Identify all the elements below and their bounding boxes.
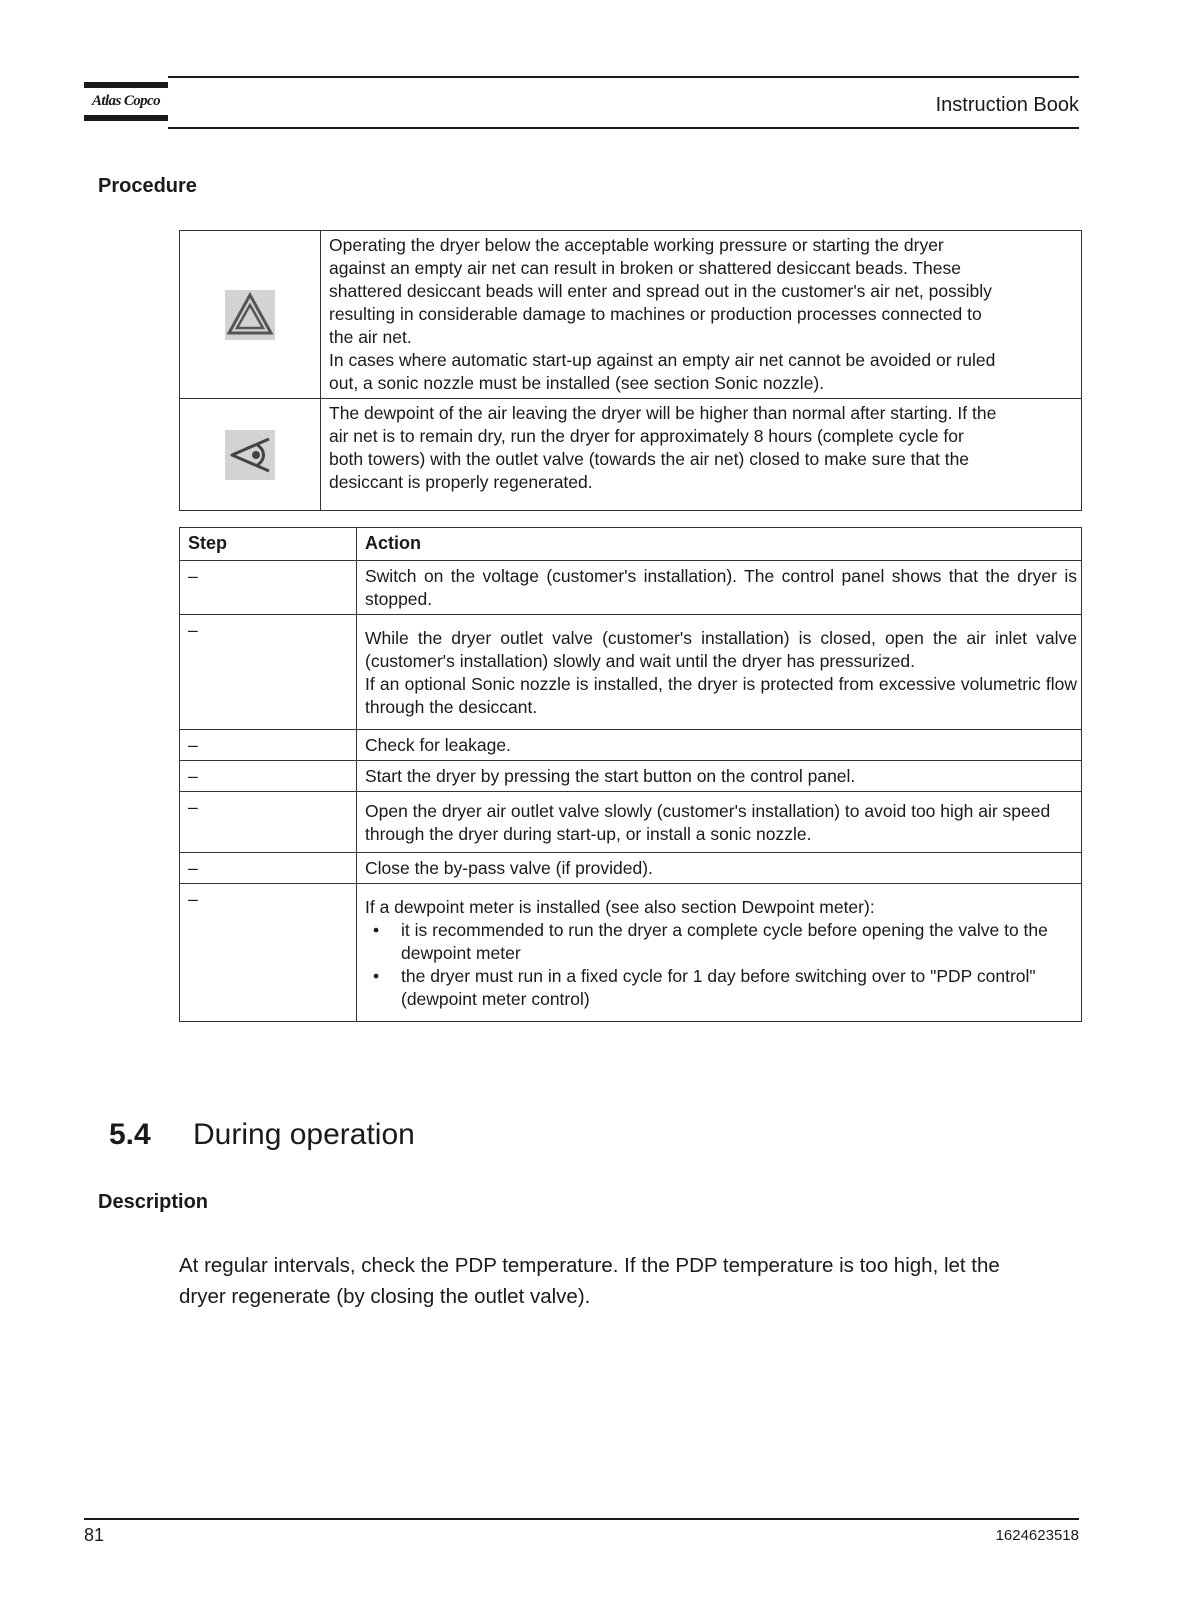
action-text: If an optional Sonic nozzle is installed, the dryer is protected from excessive volumetric flow through the desiccant. <box>365 674 1077 717</box>
eye-icon <box>225 430 275 480</box>
logo-wordmark: Atlas Copco <box>92 93 160 109</box>
step-cell: – <box>180 884 357 1022</box>
table-row <box>180 853 1082 884</box>
step-column-header: Step <box>180 528 357 561</box>
description-heading: Description <box>98 1191 209 1213</box>
action-text: Check for leakage. <box>365 735 511 755</box>
bullet-item <box>365 919 1077 965</box>
bullet-item <box>365 965 1077 1011</box>
action-cell <box>357 792 1082 853</box>
section-title: During operation <box>193 1118 415 1151</box>
table-row <box>180 730 1082 761</box>
warning-line: Operating the dryer below the acceptable working pressure or starting the dryer <box>329 235 944 255</box>
step-cell: – <box>180 561 357 615</box>
bullet-text: it is recommended to run the dryer a complete cycle before opening the valve to the dewpoint meter <box>401 920 1048 963</box>
safety-notice-table <box>179 230 1082 511</box>
header-top-rule <box>168 76 1079 78</box>
note-line: desiccant is properly regenerated. <box>329 472 593 492</box>
step-cell: – <box>180 730 357 761</box>
note-line: both towers) with the outlet valve (towards the air net) closed to make sure that the <box>329 449 970 469</box>
action-cell <box>357 884 1082 1022</box>
description-line: dryer regenerate (by closing the outlet valve). <box>179 1285 591 1308</box>
procedure-heading: Procedure <box>98 175 197 197</box>
warning-icon-cell <box>180 231 321 399</box>
note-line: The dewpoint of the air leaving the dryer will be higher than normal after starting. If the <box>329 403 997 423</box>
note-text-cell <box>321 399 1082 511</box>
atlas-copco-logo <box>84 82 168 127</box>
table-row <box>180 761 1082 792</box>
logo-top-bar <box>84 82 168 88</box>
note-line: air net is to remain dry, run the dryer for approximately 8 hours (complete cycle for <box>329 426 964 446</box>
step-cell: – <box>180 761 357 792</box>
action-cell <box>357 730 1082 761</box>
action-column-header: Action <box>357 528 1082 561</box>
procedure-steps-table <box>179 527 1082 1022</box>
warning-line: resulting in considerable damage to machines or production processes connected to <box>329 304 982 324</box>
step-cell: – <box>180 792 357 853</box>
warning-line: out, a sonic nozzle must be installed (see section Sonic nozzle). <box>329 373 825 393</box>
action-text: Open the dryer air outlet valve slowly (customer's installation) to avoid too high air speed through the dryer during start-up, or install a sonic nozzle. <box>365 801 1051 844</box>
warning-line: against an empty air net can result in broken or shattered desiccant beads. These <box>329 258 961 278</box>
action-text: If a dewpoint meter is installed (see also section Dewpoint meter): <box>365 897 875 917</box>
action-cell <box>357 615 1082 730</box>
page-number: 81 <box>84 1525 105 1545</box>
action-text: Switch on the voltage (customer's installation). The control panel shows that the dryer is stopped. <box>365 566 1077 609</box>
warning-row <box>180 231 1082 399</box>
logo-bottom-bar <box>84 115 168 121</box>
table-row <box>180 561 1082 615</box>
table-row <box>180 792 1082 853</box>
table-row <box>180 615 1082 730</box>
warning-line: shattered desiccant beads will enter and spread out in the customer's air net, possibly <box>329 281 992 301</box>
section-number: 5.4 <box>109 1118 151 1151</box>
step-cell: – <box>180 615 357 730</box>
action-cell <box>357 561 1082 615</box>
description-text <box>179 1250 1079 1312</box>
action-cell <box>357 853 1082 884</box>
note-icon-cell <box>180 399 321 511</box>
description-line: At regular intervals, check the PDP temperature. If the PDP temperature is too high, let the <box>179 1254 1000 1277</box>
bullet-text: the dryer must run in a fixed cycle for 1 day before switching over to "PDP control" (dewpoint meter control) <box>401 966 1036 1009</box>
action-text: Close the by-pass valve (if provided). <box>365 858 653 878</box>
warning-text-cell <box>321 231 1082 399</box>
footer-rule <box>84 1518 1079 1520</box>
warning-line: the air net. <box>329 327 412 347</box>
bullet-dot: • <box>373 920 380 940</box>
warning-line: In cases where automatic start-up against an empty air net cannot be avoided or ruled <box>329 350 996 370</box>
action-text: While the dryer outlet valve (customer's installation) is closed, open the air inlet valve (customer's installation) slowly and wait until the dryer has pressurized. <box>365 628 1077 671</box>
step-cell: – <box>180 853 357 884</box>
table-row <box>180 884 1082 1022</box>
action-cell <box>357 761 1082 792</box>
warning-triangle-icon <box>225 290 275 340</box>
document-number: 1624623518 <box>995 1527 1079 1544</box>
header-title: Instruction Book <box>935 94 1079 116</box>
note-row <box>180 399 1082 511</box>
header-bottom-rule <box>168 127 1079 129</box>
table-header-row <box>180 528 1082 561</box>
action-text: Start the dryer by pressing the start button on the control panel. <box>365 766 856 786</box>
bullet-dot: • <box>373 966 380 986</box>
